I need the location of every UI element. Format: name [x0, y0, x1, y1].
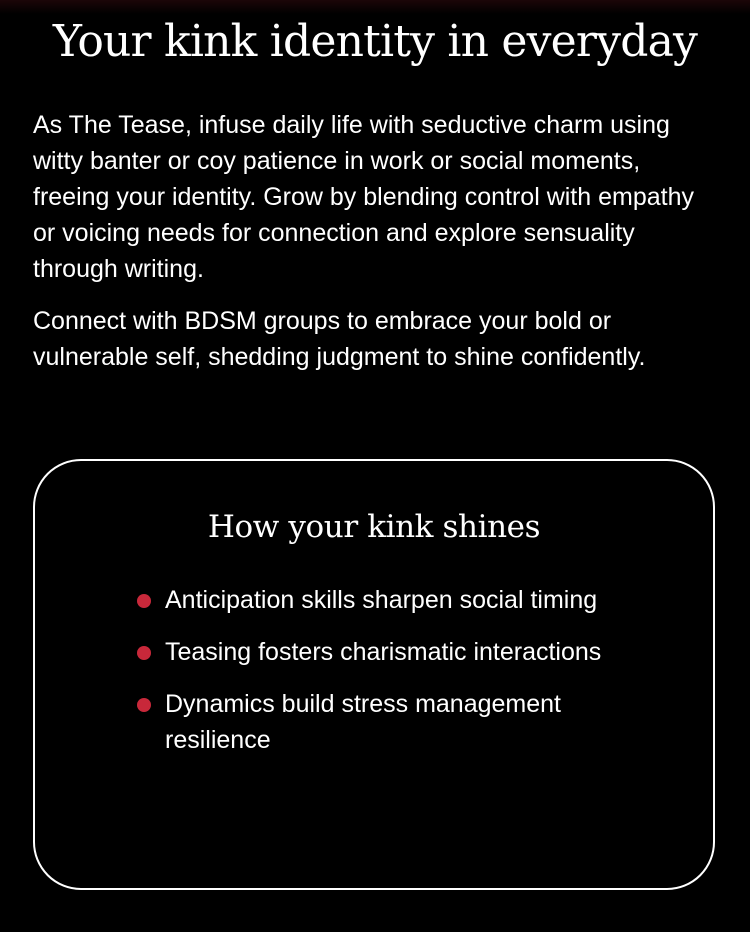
- bullet-dot-icon: [137, 594, 151, 608]
- page-title: Your kink identity in everyday: [52, 16, 698, 67]
- list-item-text: Teasing fosters charismatic interactions: [165, 638, 602, 666]
- kink-shines-card: [33, 459, 715, 890]
- bullet-dot-icon: [137, 698, 151, 712]
- benefits-list: [135, 582, 605, 774]
- list-item-text: Dynamics build stress management resilience: [165, 690, 561, 754]
- list-item: [135, 582, 605, 618]
- description-paragraph: Connect with BDSM groups to embrace your bold or vulnerable self, shedding judgment to shine confidently.: [33, 307, 646, 371]
- card-title: How your kink shines: [207, 509, 541, 545]
- list-item: [135, 686, 605, 758]
- description-paragraph: As The Tease, infuse daily life with seductive charm using witty banter or coy patience in work or social moments, freeing your identity. Grow by blending control with empathy or voicing needs for connection and explore sensuality through writing.: [33, 111, 694, 283]
- list-item-text: Anticipation skills sharpen social timing: [165, 586, 598, 614]
- bullet-dot-icon: [137, 646, 151, 660]
- list-item: [135, 634, 605, 670]
